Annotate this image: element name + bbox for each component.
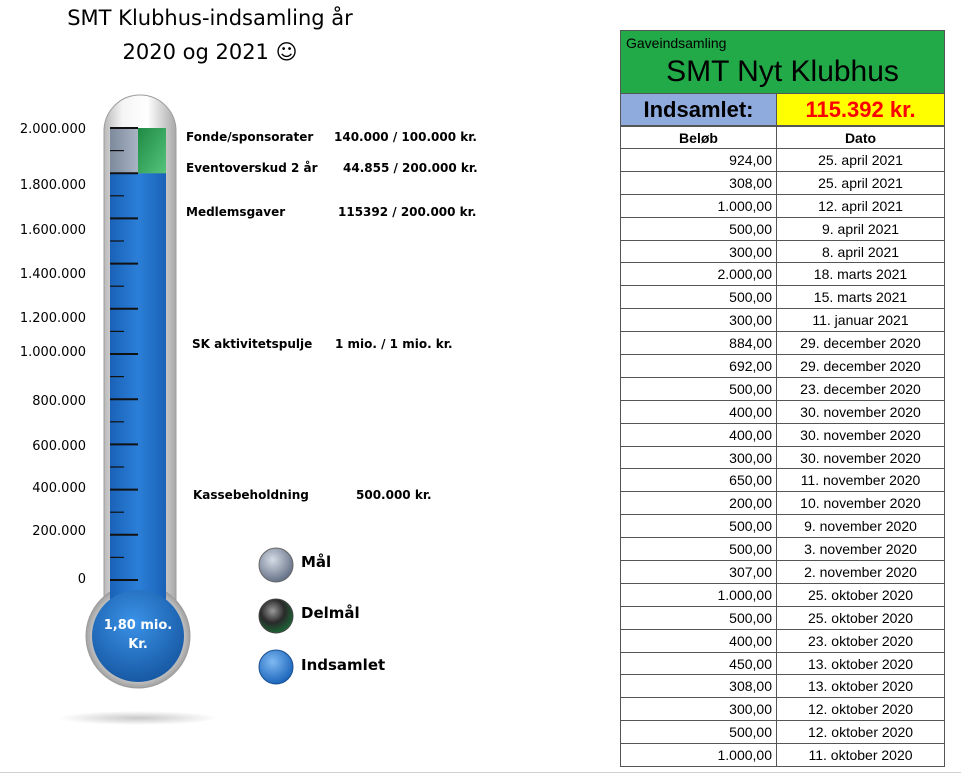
table-row (621, 149, 945, 172)
cell-amount: 500,00 (621, 538, 777, 561)
cell-amount: 500,00 (621, 377, 777, 400)
legend-marker-goal (259, 548, 293, 582)
y-tick-label: 800.000 (32, 394, 86, 410)
cell-date: 25. oktober 2020 (777, 583, 945, 606)
column-header-amount: Beløb (621, 127, 777, 149)
cell-amount: 692,00 (621, 355, 777, 378)
annotation-sk-label: SK aktivitetspulje (192, 337, 313, 351)
table-row (621, 561, 945, 584)
bottom-divider (0, 772, 961, 773)
cell-amount: 307,00 (621, 561, 777, 584)
cell-date: 30. november 2020 (777, 400, 945, 423)
table-row (621, 309, 945, 332)
y-tick-label: 1.600.000 (19, 223, 86, 239)
table-row (621, 332, 945, 355)
legend-marker-collected (259, 650, 293, 684)
table-row (621, 721, 945, 744)
y-tick-label: 1.000.000 (19, 345, 86, 360)
collected-label: Indsamlet: (621, 94, 777, 125)
cell-date: 9. april 2021 (777, 217, 945, 240)
cell-date: 30. november 2020 (777, 423, 945, 446)
cell-date: 10. november 2020 (777, 492, 945, 515)
table-row (621, 515, 945, 538)
chart-title-line2: 2020 og 2021 ☺ (122, 40, 298, 64)
table-row (621, 469, 945, 492)
cell-amount: 400,00 (621, 629, 777, 652)
table-row (621, 194, 945, 217)
cell-date: 13. oktober 2020 (777, 652, 945, 675)
bulb-label (92, 616, 184, 654)
table-row (621, 377, 945, 400)
panel-subtitle: Gaveindsamling (626, 35, 727, 51)
annotation-members-value: 115392 / 200.000 kr. (338, 205, 477, 219)
cell-amount: 500,00 (621, 286, 777, 309)
table-row (621, 492, 945, 515)
cell-date: 3. november 2020 (777, 538, 945, 561)
bulb-label-line1: 1,80 mio. (103, 618, 173, 633)
annotation-event-value: 44.855 / 200.000 kr. (343, 161, 478, 175)
cell-amount: 500,00 (621, 721, 777, 744)
chart-title-line1: SMT Klubhus-indsamling år (67, 6, 353, 30)
cell-date: 25. april 2021 (777, 149, 945, 172)
panel-header (620, 30, 945, 94)
table-row (621, 652, 945, 675)
cell-date: 18. marts 2021 (777, 263, 945, 286)
cell-amount: 1.000,00 (621, 583, 777, 606)
cell-amount: 500,00 (621, 606, 777, 629)
cell-amount: 400,00 (621, 400, 777, 423)
cell-date: 29. december 2020 (777, 355, 945, 378)
table-row (621, 675, 945, 698)
table-row (621, 538, 945, 561)
cell-date: 23. oktober 2020 (777, 629, 945, 652)
table-row (621, 606, 945, 629)
y-tick-label: 1.400.000 (19, 266, 86, 282)
cell-amount: 308,00 (621, 171, 777, 194)
cell-amount: 200,00 (621, 492, 777, 515)
cell-amount: 308,00 (621, 675, 777, 698)
thermometer-chart (0, 0, 400, 740)
panel-title: SMT Nyt Klubhus (666, 55, 899, 88)
y-tick-label: 2.000.000 (19, 122, 86, 137)
cell-amount: 500,00 (621, 217, 777, 240)
y-tick-label: 600.000 (32, 439, 86, 455)
donations-panel (620, 30, 945, 767)
table-row (621, 423, 945, 446)
bulb-label-line2: Kr. (128, 637, 148, 652)
cell-date: 25. oktober 2020 (777, 606, 945, 629)
cell-date: 25. april 2021 (777, 171, 945, 194)
table-row (621, 240, 945, 263)
cell-amount: 300,00 (621, 240, 777, 263)
legend-label-goal: Mål (301, 553, 332, 571)
y-tick-label: 1.800.000 (19, 178, 86, 194)
cell-amount: 650,00 (621, 469, 777, 492)
annotation-cash-label: Kassebeholdning (193, 488, 309, 502)
legend-label-collected: Indsamlet (301, 656, 386, 674)
cell-date: 15. marts 2021 (777, 286, 945, 309)
cell-amount: 300,00 (621, 446, 777, 469)
annotation-sk-value: 1 mio. / 1 mio. kr. (335, 337, 453, 351)
legend-label-subgoal: Delmål (301, 604, 360, 622)
annotation-fonde-value: 140.000 / 100.000 kr. (334, 130, 477, 144)
collected-value: 115.392 kr. (777, 94, 944, 125)
table-row (621, 217, 945, 240)
table-row (621, 629, 945, 652)
legend-marker-subgoal (259, 599, 293, 633)
donations-table (620, 126, 945, 767)
cell-date: 11. oktober 2020 (777, 744, 945, 767)
table-row (621, 355, 945, 378)
y-tick-label: 1.200.000 (19, 310, 86, 326)
cell-date: 2. november 2020 (777, 561, 945, 584)
bar-subgoal (138, 128, 166, 173)
table-row (621, 400, 945, 423)
table-row (621, 744, 945, 767)
y-tick-label: 400.000 (32, 480, 86, 496)
table-row (621, 583, 945, 606)
cell-date: 23. december 2020 (777, 377, 945, 400)
cell-amount: 450,00 (621, 652, 777, 675)
cell-date: 13. oktober 2020 (777, 675, 945, 698)
cell-date: 9. november 2020 (777, 515, 945, 538)
cell-amount: 924,00 (621, 149, 777, 172)
table-row (621, 171, 945, 194)
table-row (621, 698, 945, 721)
cell-amount: 2.000,00 (621, 263, 777, 286)
table-header-row (621, 127, 945, 149)
cell-amount: 1.000,00 (621, 194, 777, 217)
column-header-date: Dato (777, 127, 945, 149)
cell-amount: 400,00 (621, 423, 777, 446)
annotation-cash-value: 500.000 kr. (356, 488, 432, 502)
cell-date: 12. oktober 2020 (777, 698, 945, 721)
cell-date: 11. november 2020 (777, 469, 945, 492)
cell-amount: 1.000,00 (621, 744, 777, 767)
cell-amount: 300,00 (621, 309, 777, 332)
floor-shadow (58, 711, 218, 725)
cell-date: 8. april 2021 (777, 240, 945, 263)
annotation-fonde-label: Fonde/sponsorater (186, 130, 314, 144)
table-row (621, 263, 945, 286)
cell-date: 12. oktober 2020 (777, 721, 945, 744)
y-tick-label: 200.000 (32, 523, 86, 539)
cell-date: 12. april 2021 (777, 194, 945, 217)
bar-collected (110, 173, 166, 620)
annotation-members-label: Medlemsgaver (186, 205, 286, 219)
collected-row (620, 94, 945, 126)
cell-date: 29. december 2020 (777, 332, 945, 355)
cell-date: 11. januar 2021 (777, 309, 945, 332)
annotation-event-label: Eventoverskud 2 år (186, 161, 318, 175)
table-row (621, 446, 945, 469)
cell-amount: 500,00 (621, 515, 777, 538)
table-row (621, 286, 945, 309)
cell-date: 30. november 2020 (777, 446, 945, 469)
cell-amount: 300,00 (621, 698, 777, 721)
cell-amount: 884,00 (621, 332, 777, 355)
y-tick-label: 0 (77, 572, 86, 587)
